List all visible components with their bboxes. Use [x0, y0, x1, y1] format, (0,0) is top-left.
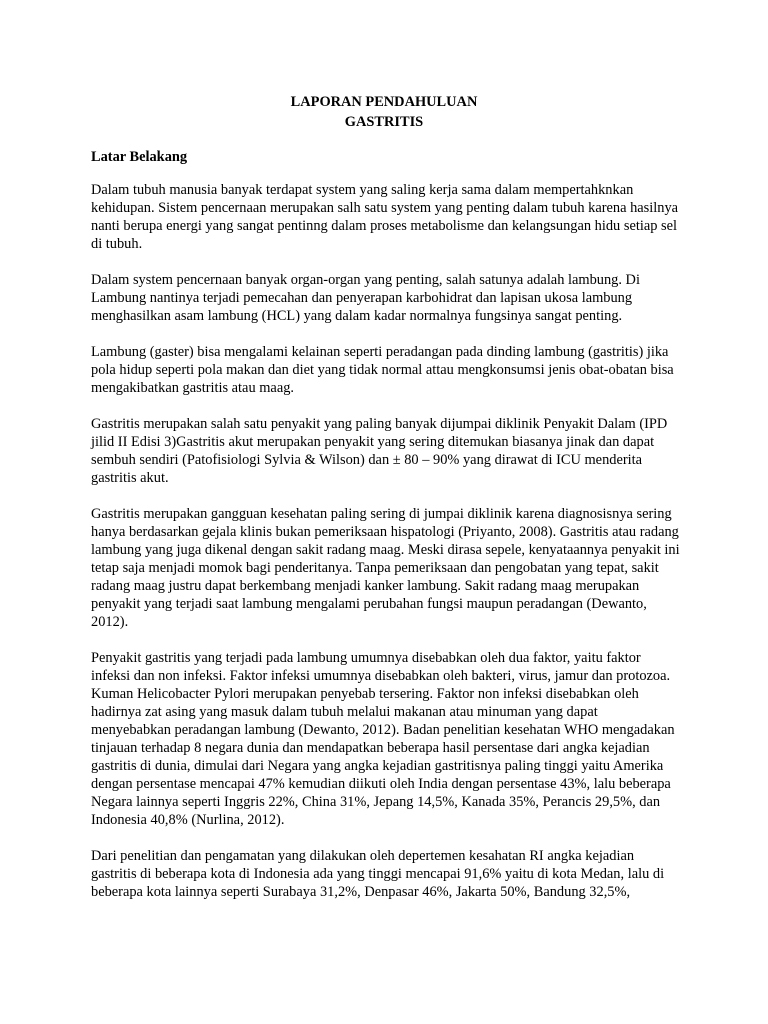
- paragraph: Dalam system pencernaan banyak organ-organ yang penting, salah satunya adalah lambung. Di Lambung nantinya terjadi pemecahan dan penyerapan karbohidrat dan lapisan ukosa lambung menghasilkan asam lambung (HCL) yang dalam kadar normalnya fungsinya sangat penting.: [91, 272, 640, 324]
- body-text: [91, 181, 681, 919]
- paragraph: Lambung (gaster) bisa mengalami kelainan seperti peradangan pada dinding lambung (gastritis) jika pola hidup seperti pola makan dan diet yang tidak normal attau mengkonsumsi jenis obat-obatan bisa mengakibatkan gastritis atau maag.: [91, 344, 674, 396]
- title-block: [91, 92, 677, 132]
- section-heading: Latar Belakang: [91, 149, 188, 165]
- document-title: LAPORAN PENDAHULUAN: [290, 94, 478, 110]
- paragraph: Dari penelitian dan pengamatan yang dilakukan oleh depertemen kesahatan RI angka kejadian gastritis di beberapa kota di Indonesia ada yang tinggi mencapai 91,6% yaitu di kota Medan, lalu di beberapa kota lainnya seperti Surabaya 31,2%, Denpasar 46%, Jakarta 50%, Bandung 32,5%,: [91, 848, 665, 900]
- paragraph: Gastritis merupakan gangguan kesehatan paling sering di jumpai diklinik karena diagnosisnya sering hanya berdasarkan gejala klinis bukan pemeriksaan hispatologi (Priyanto, 2008). Gastritis atau radang lambung yang juga dikenal dengan sakit radang maag. Meski dirasa sepele, kenyataannya penyakit ini tetap saja menjadi momok bagi penderitanya. Tanpa pemeriksaan dan pengobatan yang tepat, sakit radang maag justru dapat berkembang menjadi kanker lambung. Sakit radang maag merupakan penyakit yang terjadi saat lambung mengalami perubahan fungsi maupun peradangan (Dewanto, 2012).: [91, 506, 680, 630]
- paragraph: Gastritis merupakan salah satu penyakit yang paling banyak dijumpai diklinik Penyakit Dalam (IPD jilid II Edisi 3)Gastritis akut merupakan penyakit yang sering ditemukan biasanya jinak dan dapat sembuh sendiri (Patofisiologi Sylvia & Wilson) dan ± 80 – 90% yang dirawat di ICU menderita gastritis akut.: [91, 416, 668, 486]
- paragraph: Dalam tubuh manusia banyak terdapat system yang saling kerja sama dalam mempertahknkan kehidupan. Sistem pencernaan merupakan salh satu system yang penting dalam tubuh karena hasilnya nanti berupa energi yang sangat pentinng dalam proses metabolisme dan kelangsungan hidu setiap sel di tubuh.: [91, 182, 679, 252]
- paragraph: Penyakit gastritis yang terjadi pada lambung umumnya disebabkan oleh dua faktor, yaitu faktor infeksi dan non infeksi. Faktor infeksi umumnya disebabkan oleh bakteri, virus, jamur dan protozoa. Kuman Helicobacter Pylori merupakan penyebab tersering. Faktor non infeksi disebabkan oleh hadirnya zat asing yang masuk dalam tubuh melalui makanan atau minuman yang dapat menyebabkan peradangan lambung (Dewanto, 2012). Badan penelitian kesehatan WHO mengadakan tinjauan terhadap 8 negara dunia dan mendapatkan beberapa hasil persentase dari angka kejadian gastritis di dunia, dimulai dari Negara yang angka kejadian gastritisnya paling tinggi yaitu Amerika dengan persentase mencapai 47% kemudian diikuti oleh India dengan persentase 43%, lalu beberapa Negara lainnya seperti Inggris 22%, China 31%, Jepang 14,5%, Kanada 35%, Perancis 29,5%, dan Indonesia 40,8% (Nurlina, 2012).: [91, 650, 675, 828]
- document-subtitle: GASTRITIS: [344, 114, 424, 130]
